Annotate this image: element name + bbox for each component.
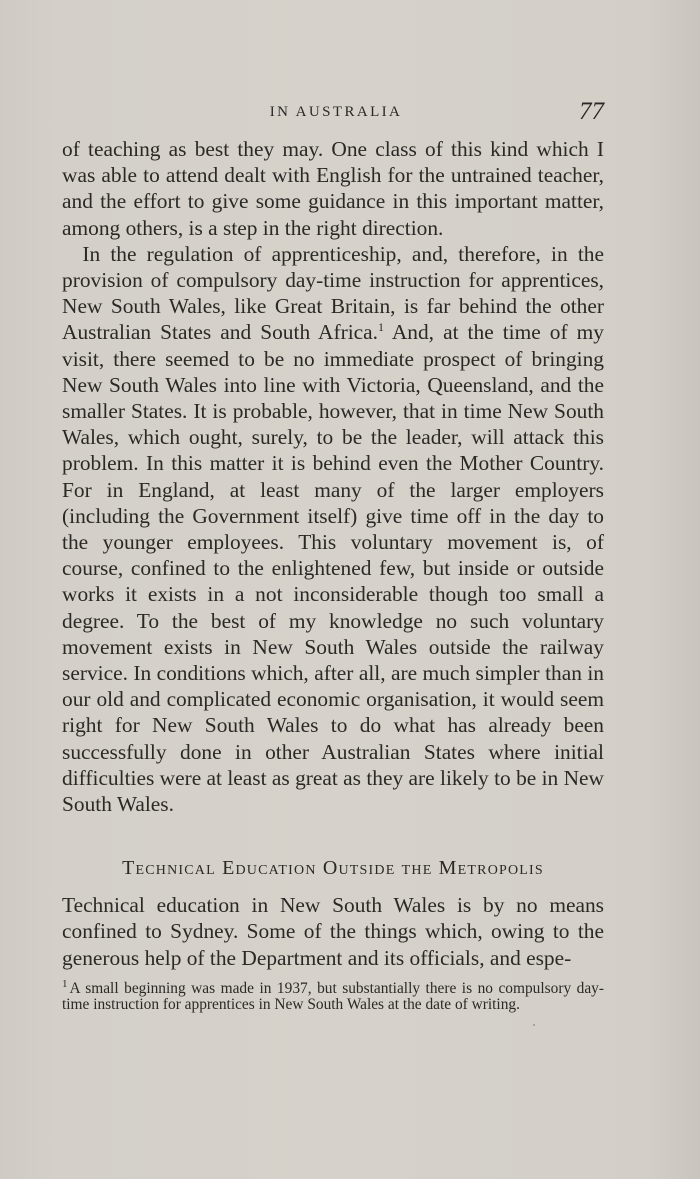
section-heading: Technical Education Outside the Metropolis <box>122 857 544 880</box>
paper-speck <box>533 1024 535 1026</box>
running-title: IN AUSTRALIA <box>269 104 403 120</box>
paragraph-2-text-a: In the regulation of apprenticeship, and, therefore, in the provision of compulsory day-time instruction for apprentices, New South Wales, like Great Britain, is far behind the other Australian States and South Africa. <box>62 241 604 345</box>
paragraph-3: Technical education in New South Wales is by no means confined to Sydney. Some of the things which, owing to the generous help of the Department and its officials, and espe- <box>62 893 604 970</box>
paragraph-1: of teaching as best they may. One class of this kind which I was able to attend dealt with English for the untrained teacher, and the effort to give some guidance in this important matter, among others, is a step in the right direction. <box>62 137 604 240</box>
footnote-marker: 1 <box>62 977 68 990</box>
page-number: 77 <box>579 98 604 125</box>
running-head <box>62 98 604 130</box>
paragraph-2-text-b: And, at the time of my visit, there seemed to be no immediate prospect of bringing New South Wales into line with Victoria, Queensland, and the smaller States. It is probable, however, that in time New South Wales, which ought, surely, to be the leader, will attack this problem. In this matter it is behind even the Mother Country. For in England, at least many of the larger employers (including the Government itself) give time off in the day to the younger employees. This voluntary movement is, of course, confined to the enlightened few, but inside or outside works it exists in a not inconsiderable though too small a degree. To the best of my knowledge no such voluntary movement exists in New South Wales outside the railway service. In conditions which, after all, are much simpler than in our old and complicated economic organisation, it would seem right for New South Wales to do what has already been successfully done in other Australian States where initial difficulties were at least as great as they are likely to be in New South Wales. <box>62 320 604 817</box>
footnote-text: A small beginning was made in 1937, but substantially there is no compulsory day-time instruction for apprentices in New South Wales at the date of writing. <box>62 979 604 1013</box>
paragraph-2 <box>62 241 604 817</box>
book-page <box>62 98 604 1013</box>
footnote-reference: 1 <box>377 320 384 335</box>
footnote <box>62 977 604 1013</box>
